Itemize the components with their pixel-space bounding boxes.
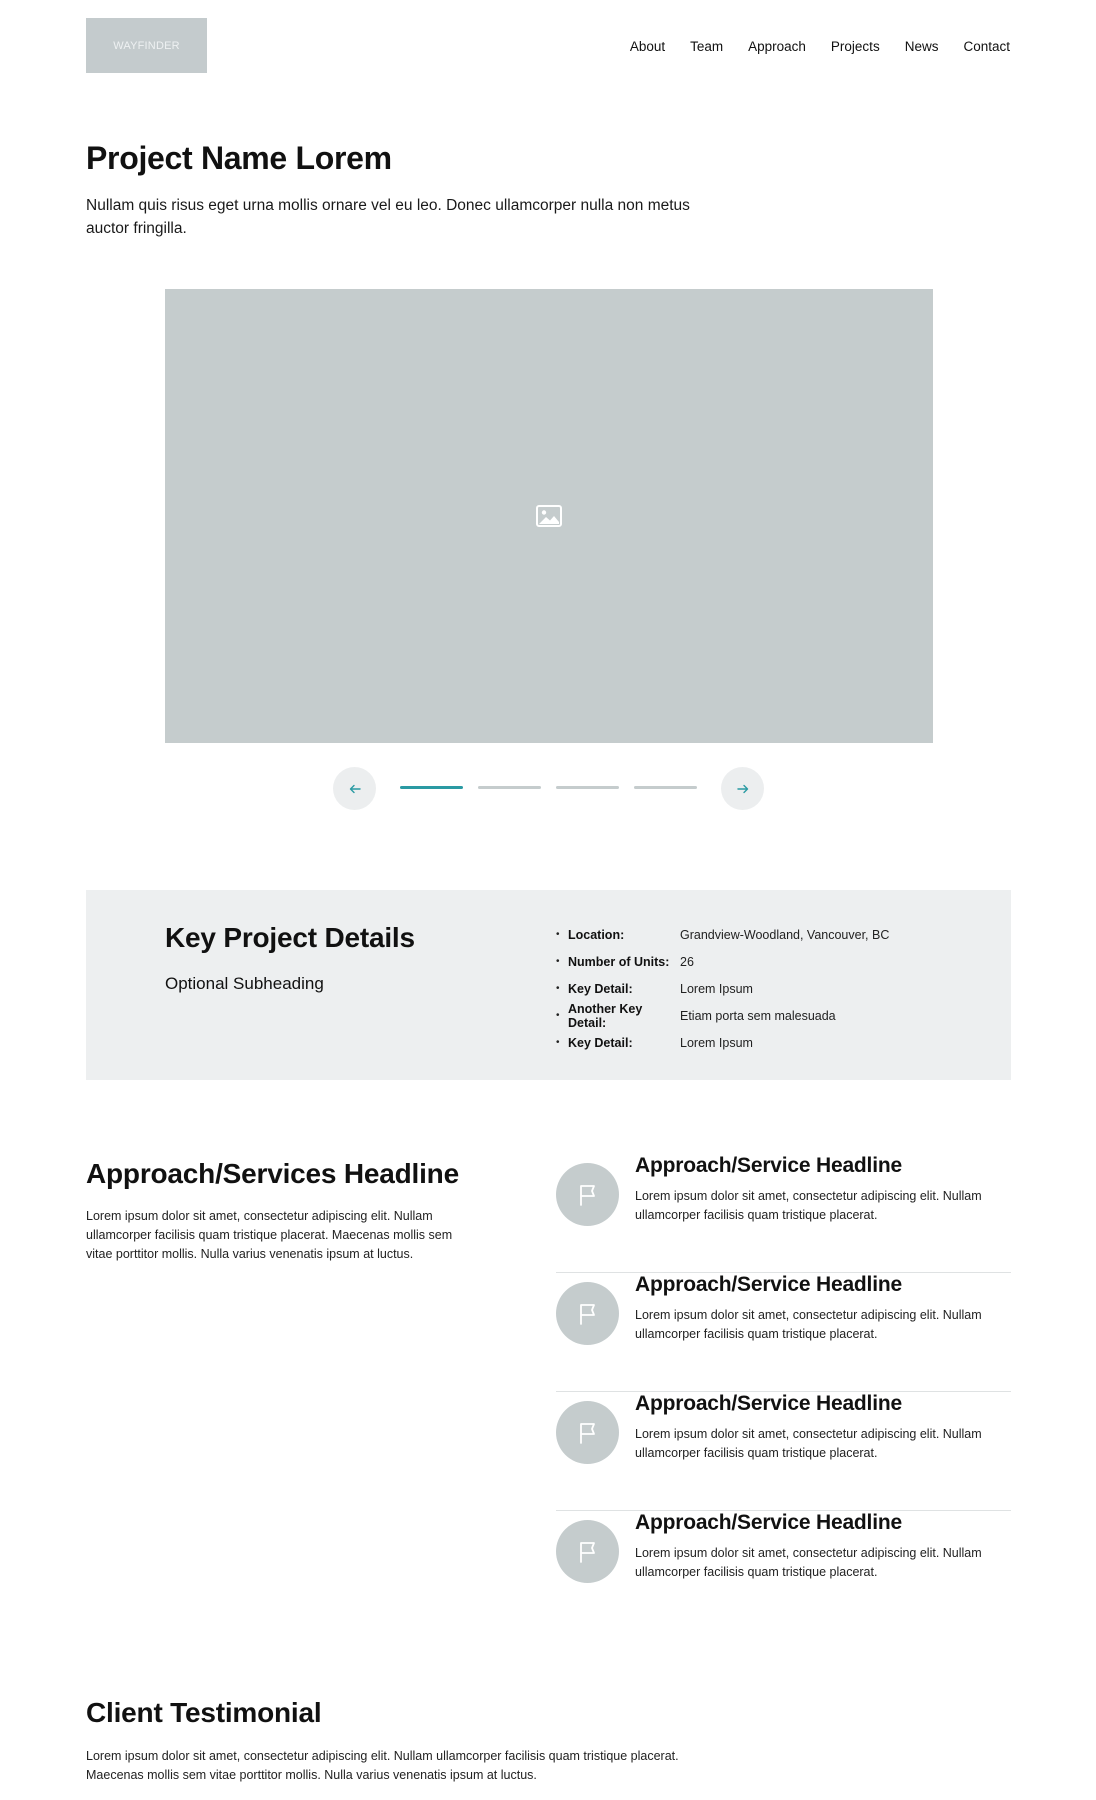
carousel-dot-4[interactable] bbox=[634, 786, 697, 789]
carousel-indicators bbox=[400, 786, 697, 789]
flag-icon bbox=[576, 1540, 600, 1564]
service-title: Approach/Service Headline bbox=[635, 1511, 902, 1534]
detail-value: Lorem Ipsum bbox=[680, 1035, 753, 1050]
service-text: Lorem ipsum dolor sit amet, consectetur adipiscing elit. Nullam ullamcorper facilisis quam tristique placerat. bbox=[635, 1427, 982, 1460]
detail-label: Number of Units: bbox=[568, 954, 670, 969]
carousel-dot-1[interactable] bbox=[400, 786, 463, 789]
carousel-next-button[interactable] bbox=[721, 767, 764, 810]
detail-label: Location: bbox=[568, 927, 625, 942]
hero-image bbox=[165, 289, 933, 743]
service-item bbox=[556, 1154, 1011, 1273]
arrow-right-icon bbox=[737, 784, 749, 794]
service-icon-circle bbox=[556, 1163, 619, 1226]
service-title: Approach/Service Headline bbox=[635, 1392, 902, 1415]
detail-value: 26 bbox=[680, 954, 694, 969]
flag-icon bbox=[576, 1183, 600, 1207]
carousel-prev-button[interactable] bbox=[333, 767, 376, 810]
bullet-icon: • bbox=[556, 1037, 560, 1048]
service-icon-circle bbox=[556, 1401, 619, 1464]
service-item bbox=[556, 1273, 1011, 1392]
nav-about[interactable]: About bbox=[629, 39, 666, 54]
bullet-icon: • bbox=[556, 929, 560, 940]
service-icon-circle bbox=[556, 1282, 619, 1345]
flag-icon bbox=[576, 1302, 600, 1326]
service-title: Approach/Service Headline bbox=[635, 1154, 902, 1177]
service-item bbox=[556, 1511, 1011, 1630]
approach-text: Lorem ipsum dolor sit amet, consectetur adipiscing elit. Nullam ullamcorper facilisis quam tristique placerat. Maecenas mollis sem vitae porttitor mollis. Nulla varius venenatis ipsum at luctus. bbox=[86, 1209, 453, 1261]
service-item bbox=[556, 1392, 1011, 1511]
service-text: Lorem ipsum dolor sit amet, consectetur adipiscing elit. Nullam ullamcorper facilisis quam tristique placerat. bbox=[635, 1546, 982, 1579]
nav-projects[interactable]: Projects bbox=[830, 39, 880, 54]
detail-item bbox=[556, 921, 889, 948]
bullet-icon: • bbox=[556, 956, 560, 967]
service-text: Lorem ipsum dolor sit amet, consectetur adipiscing elit. Nullam ullamcorper facilisis quam tristique placerat. bbox=[635, 1308, 982, 1341]
detail-value: Grandview-Woodland, Vancouver, BC bbox=[680, 927, 890, 942]
service-title: Approach/Service Headline bbox=[635, 1273, 902, 1296]
image-icon bbox=[536, 505, 562, 527]
page-intro: Nullam quis risus eget urna mollis ornare vel eu leo. Donec ullamcorper nulla non metus auctor fringilla. bbox=[86, 197, 690, 237]
logo[interactable] bbox=[86, 18, 207, 73]
detail-value: Lorem Ipsum bbox=[680, 981, 753, 996]
detail-value: Etiam porta sem malesuada bbox=[680, 1008, 836, 1023]
detail-item bbox=[556, 975, 889, 1002]
service-icon-circle bbox=[556, 1520, 619, 1583]
carousel-dot-2[interactable] bbox=[478, 786, 541, 789]
testimonial-title: Client Testimonial bbox=[86, 1697, 322, 1728]
bullet-icon: • bbox=[556, 1010, 560, 1021]
detail-label: Key Detail: bbox=[568, 1035, 633, 1050]
testimonial-text: Lorem ipsum dolor sit amet, consectetur adipiscing elit. Nullam ullamcorper facilisis quam tristique placerat. Maecenas mollis sem vitae porttitor mollis. Nulla varius venenatis ipsum at luctus. bbox=[86, 1749, 679, 1782]
details-title: Key Project Details bbox=[165, 922, 415, 953]
details-list bbox=[556, 921, 889, 1056]
approach-title: Approach/Services Headline bbox=[86, 1158, 459, 1189]
flag-icon bbox=[576, 1421, 600, 1445]
page-title: Project Name Lorem bbox=[86, 140, 392, 176]
detail-item bbox=[556, 1029, 889, 1056]
bullet-icon: • bbox=[556, 983, 560, 994]
key-project-details bbox=[86, 890, 1011, 1080]
service-text: Lorem ipsum dolor sit amet, consectetur adipiscing elit. Nullam ullamcorper facilisis quam tristique placerat. bbox=[635, 1189, 982, 1222]
detail-item bbox=[556, 1002, 889, 1029]
logo-text: WAYFINDER bbox=[113, 39, 180, 52]
detail-item bbox=[556, 948, 889, 975]
carousel-dot-3[interactable] bbox=[556, 786, 619, 789]
nav-contact[interactable]: Contact bbox=[963, 39, 1010, 54]
arrow-left-icon bbox=[349, 784, 361, 794]
nav-team[interactable]: Team bbox=[690, 39, 724, 54]
detail-label: Key Detail: bbox=[568, 981, 633, 996]
details-subtitle: Optional Subheading bbox=[165, 974, 324, 993]
nav-approach[interactable]: Approach bbox=[748, 39, 806, 54]
detail-label: Another Key Detail: bbox=[568, 1001, 643, 1030]
main-nav bbox=[605, 39, 1010, 55]
nav-news[interactable]: News bbox=[904, 39, 939, 54]
